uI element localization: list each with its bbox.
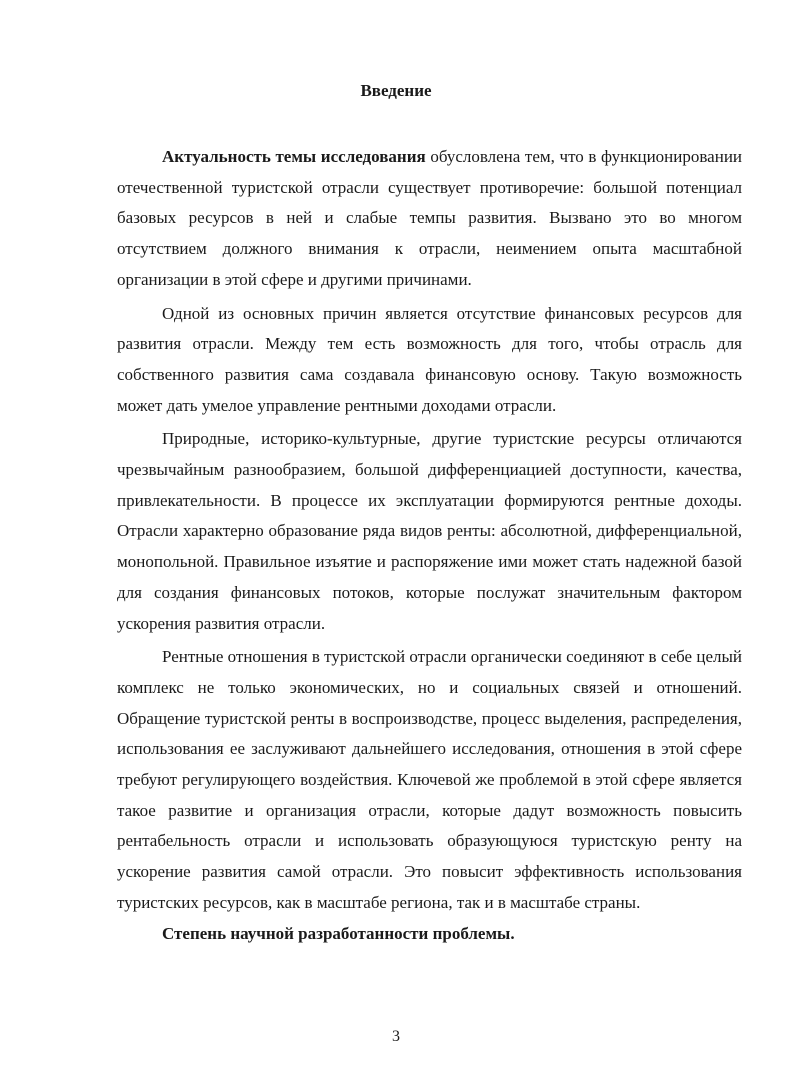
- relevance-lead: Актуальность темы исследования: [162, 147, 426, 166]
- paragraph-tourist-resources: Природные, историко-культурные, другие туристские ресурсы отличаются чрезвычайным разнообразием, большой дифференциацией доступности, качества, привлекательности. В процессе их эксплуатации формируются рентные доходы. Отрасли характерно образование ряда видов ренты: абсолютной, дифференциальной, монопольной. Правильное изъятие и распоряжение ими может стать надежной базой для создания финансовых потоков, которые послужат значительным фактором ускорения развития отрасли.: [117, 429, 742, 633]
- subheading-research-degree: Степень научной разработанности проблемы.: [162, 923, 515, 943]
- section-title: Введение: [360, 81, 432, 100]
- body-text: [117, 142, 742, 949]
- paragraph-relevance: [117, 142, 742, 296]
- relevance-text: обусловлена тем, что в функционировании отечественной туристской отрасли существует противоречие: большой потенциал базовых ресурсов в ней и слабые темпы развития. Вызвано это во многом отсутствием должного внимания к отрасли, неимением опыта масштабной организации в этой сфере и другими причинами.: [117, 147, 743, 289]
- paragraph-rent-relations: Рентные отношения в туристской отрасли органически соединяют в себе целый комплекс не только экономических, но и социальных связей и отношений. Обращение туристской ренты в воспроизводстве, процесс выделения, распределения, использования ее заслуживают дальнейшего исследования, отношения в этой сфере требуют регулирующего воздействия. Ключевой же проблемой в этой сфере является такое развитие и организация отрасли, которые дадут возможность повысить рентабельность отрасли и использовать образующуюся туристскую ренту на ускорение развития самой отрасли. Это повысит эффективность использования туристских ресурсов, как в масштабе региона, так и в масштабе страны.: [117, 647, 742, 912]
- paragraph-financial-resources: Одной из основных причин является отсутствие финансовых ресурсов для развития отрасли. Между тем есть возможность для того, чтобы отрасль для собственного развития сама создавала финансовую основу. Такую возможность может дать умелое управление рентными доходами отрасли.: [117, 303, 742, 415]
- page-number: 3: [392, 1028, 400, 1045]
